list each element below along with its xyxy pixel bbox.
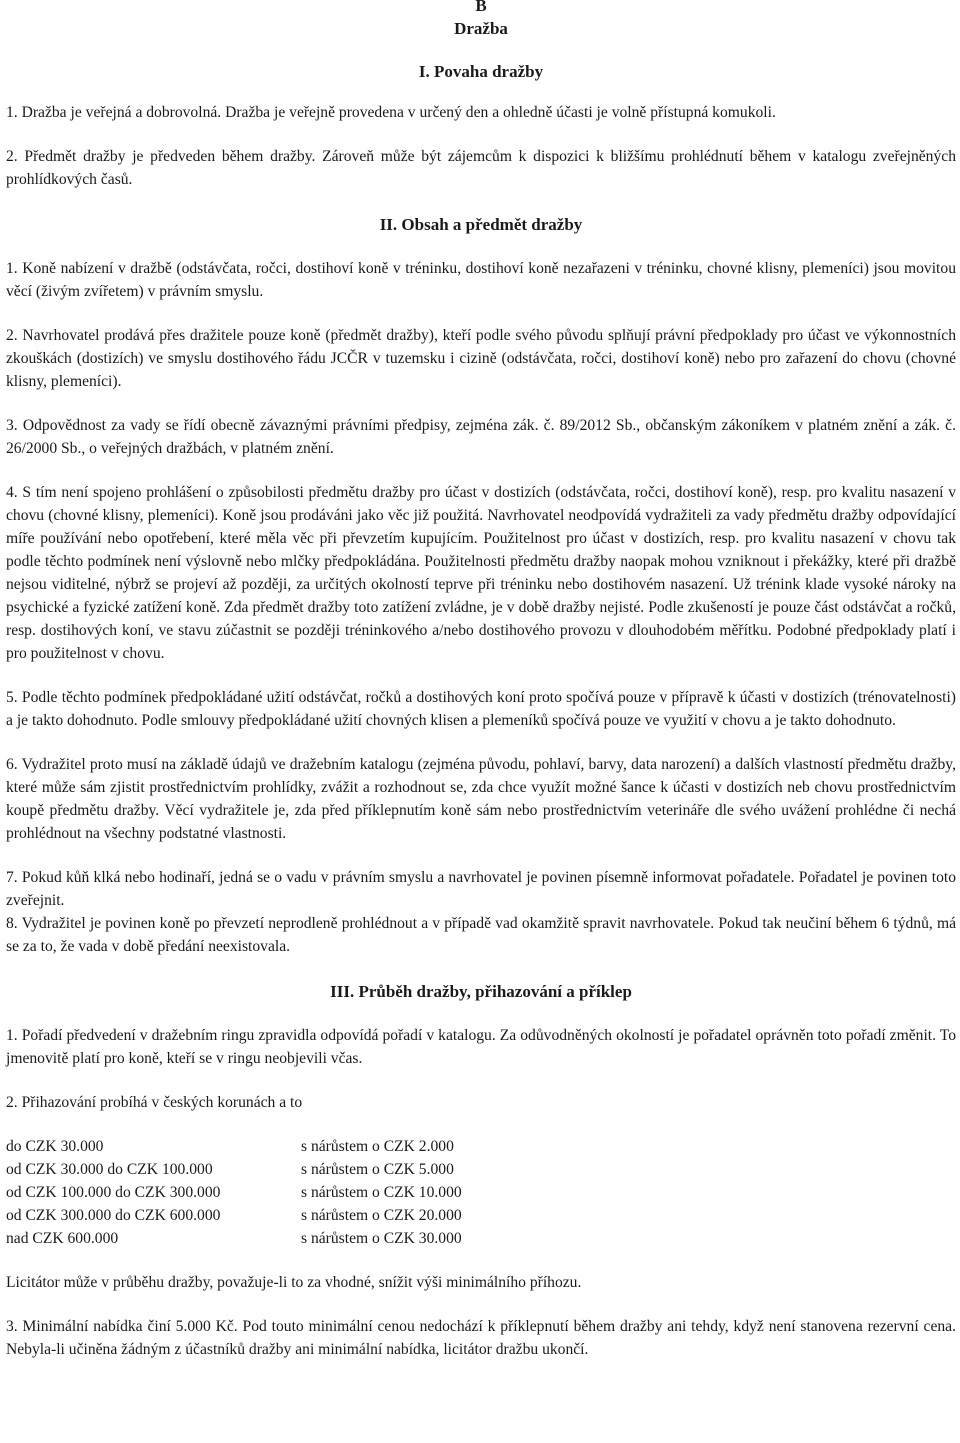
increment-range: od CZK 30.000 do CZK 100.000 — [6, 1161, 213, 1178]
increment-step: s nárůstem o CZK 10.000 — [301, 1184, 462, 1201]
section-2-paragraph-6: 6. Vydražitel proto musí na základě údajů ve dražebním katalogu (zejména původu, pohlaví, barvy, data narození) a dalších vlastností předmětu dražby, které může sám zjistit prostřednictvím prohlídky, zvážit a rozhodnout se, zda chce využít možné šance k účasti v dostizích neb chovu prostřednictvím koupě předmětu dražby. Věcí vydražitele je, zda před příklepnutím koně sám nebo prostřednictvím veterináře dle svého uvážení prohlédne či nechá prohlédnout na všechny podstatné vlastnosti. — [6, 756, 956, 842]
section-2-paragraph-1: 1. Koně nabízení v dražbě (odstávčata, ročci, dostihoví koně v tréninku, dostihoví koně nezařazeni v tréninku, chovné klisny, plemeníci) jsou movitou věcí (živým zvířetem) v právním smyslu. — [6, 260, 956, 300]
document-title: Dražba — [454, 19, 508, 38]
table-row — [6, 1204, 462, 1227]
section-3-paragraph-1: 1. Pořadí předvedení v dražebním ringu zpravidla odpovídá pořadí v katalogu. Za odůvodněných okolností je pořadatel oprávněn toto pořadí změnit. To jmenovitě platí pro koně, kteří se v ringu neobjevili včas. — [6, 1027, 956, 1067]
section-2-paragraph-7: 7. Pokud kůň klká nebo hodinaří, jedná se o vadu v právním smyslu a navrhovatel je povinen písemně informovat pořadatele. Pořadatel je povinen toto zveřejnit. — [6, 869, 956, 909]
increment-range: do CZK 30.000 — [6, 1138, 104, 1155]
section-1-title: I. Povaha dražby — [418, 62, 544, 81]
increment-step: s nárůstem o CZK 20.000 — [301, 1207, 462, 1224]
increment-step: s nárůstem o CZK 2.000 — [301, 1138, 454, 1155]
section-1-paragraph-2: 2. Předmět dražby je předveden během dražby. Zároveň může být zájemcům k dispozici k bližšímu prohlédnutí během v katalogu zveřejněných prohlídkových časů. — [6, 148, 956, 188]
part-label: B — [475, 0, 487, 15]
section-2-paragraph-2: 2. Navrhovatel prodává přes dražitele pouze koně (předmět dražby), kteří podle svého původu splňují právní předpoklady pro účast ve výkonnostních zkouškách (dostizích) ve smyslu dostihového řádu JCČR v tuzemsku i cizině (odstávčata, ročci, dostihoví koně) nebo pro zařazení do chovu (chovné klisny, plemeníci). — [6, 327, 956, 390]
table-row — [6, 1158, 462, 1181]
section-2-paragraph-8: 8. Vydražitel je povinen koně po převzetí neprodleně prohlédnout a v případě vad okamžitě spravit navrhovatele. Pokud tak neučiní během 6 týdnů, má se za to, že vada v době předání neexistovala. — [6, 915, 956, 955]
table-row — [6, 1181, 462, 1204]
bid-increment-table — [6, 1135, 462, 1250]
table-row — [6, 1135, 462, 1158]
section-2-title: II. Obsah a předmět dražby — [379, 215, 583, 234]
increment-step: s nárůstem o CZK 30.000 — [301, 1230, 462, 1247]
licitator-note: Licitátor může v průběhu dražby, považuje-li to za vhodné, snížit výši minimálního příhozu. — [6, 1274, 582, 1291]
document-page — [6, 0, 956, 1361]
increment-range: od CZK 100.000 do CZK 300.000 — [6, 1184, 221, 1201]
increment-range: nad CZK 600.000 — [6, 1230, 119, 1247]
section-3-paragraph-2: 2. Přihazování probíhá v českých korunách a to — [6, 1094, 303, 1111]
section-2-paragraph-5: 5. Podle těchto podmínek předpokládané užití odstávčat, ročků a dostihových koní proto spočívá pouze v přípravě k účasti v dostizích (trénovatelnosti) a je takto dohodnuto. Podle smlouvy předpokládané užití chovných klisen a plemeníků spočívá pouze ve využití v chovu a je takto dohodnuto. — [6, 689, 956, 729]
increment-step: s nárůstem o CZK 5.000 — [301, 1161, 454, 1178]
section-3-title: III. Průběh dražby, přihazování a příklep — [330, 982, 632, 1001]
section-1-paragraph-1: 1. Dražba je veřejná a dobrovolná. Dražba je veřejně provedena v určený den a ohledně účasti je volně přístupná komukoli. — [6, 104, 776, 121]
section-2-paragraph-3: 3. Odpovědnost za vady se řídí obecně závaznými právními předpisy, zejména zák. č. 89/2012 Sb., občanským zákoníkem v platném znění a zák. č. 26/2000 Sb., o veřejných dražbách, v platném znění. — [6, 417, 956, 457]
section-2-paragraph-4: 4. S tím není spojeno prohlášení o způsobilosti předmětu dražby pro účast v dostizích (odstávčata, ročci, dostihoví koně), resp. pro kvalitu nasazení v chovu (chovné klisny, plemeníci). Koně jsou prodáváni jako věc již použitá. Navrhovatel neodpovídá vydražiteli za vady předmětu dražby odpovídající míře používání nebo opotřebení, které měla věc při převzetím kupujícím. Použitelnost pro účast v dostizích, resp. pro kvalitu nasazení v chovu tak podle těchto podmínek není výslovně nebo mlčky předpokládána. Použitelnosti předmětu dražby naopak mohou vzniknout i překážky, které při dražbě nejsou viditelné, nýbrž se projeví až později, za určitých okolností teprve při tréninku nebo dostihovém nasazení. Už trénink klade vysoké nároky na psychické a fyzické zatížení koně. Zda předmět dražby toto zatížení zvládne, je v době dražby nejisté. Podle zkušeností je pouze část odstávčat a ročků, resp. dostihových koní, ve stavu zúčastnit se později tréninkového a/nebo dostihového provozu v dlouhodobém měřítku. Podobné předpoklady platí i pro použitelnost v chovu. — [6, 484, 956, 662]
increment-range: od CZK 300.000 do CZK 600.000 — [6, 1207, 221, 1224]
table-row — [6, 1227, 462, 1250]
section-3-paragraph-3: 3. Minimální nabídka činí 5.000 Kč. Pod touto minimální cenou nedochází k příklepnutí během dražby ani tehdy, když není stanovena rezervní cena. Nebyla-li učiněna žádným z účastníků dražby ani minimální nabídka, licitátor dražbu ukončí. — [6, 1318, 956, 1358]
